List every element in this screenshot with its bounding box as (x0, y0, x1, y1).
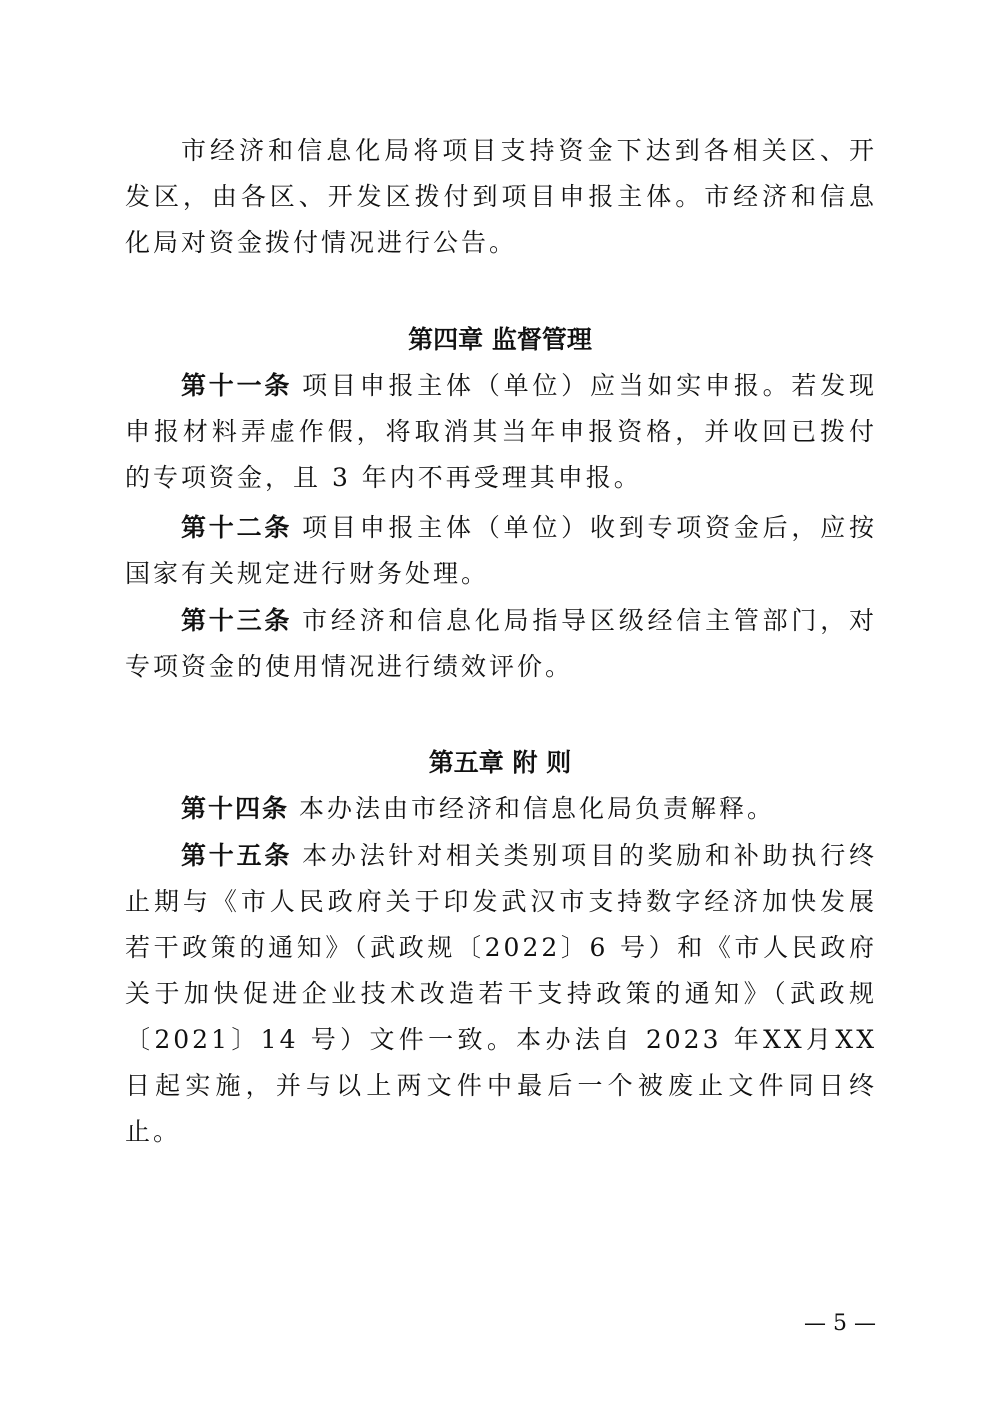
article-text: 本办法由市经济和信息化局负责解释。 (299, 794, 776, 823)
article-text: 本办法针对相关类别项目的奖励和补助执行终止期与《市人民政府关于印发武汉市支持数字经济加快发展若干政策的通知》（武政规〔2022〕6 号）和《市人民政府关于加快促进企业技术改造若干支持政策的通知》（武政规〔2021〕14 号）文件一致。本办法自 2023 年XX月XX日起实施，并与以上两文件中最后一个被废止文件同日终止。 (125, 841, 877, 1146)
paragraph-fund-disbursement (125, 128, 877, 266)
article-text: 项目申报主体（单位）应当如实申报。若发现申报材料弄虚作假，将取消其当年申报资格，并收回已拨付的专项资金，且 3 年内不再受理其申报。 (125, 371, 877, 492)
article-label: 第十二条 (181, 513, 293, 542)
article-label: 第十一条 (181, 371, 293, 400)
article-13 (125, 598, 877, 690)
article-label: 第十四条 (181, 794, 290, 823)
chapter-title-supplementary: 第五章 附 则 (428, 748, 572, 777)
article-15 (125, 833, 877, 1155)
article-12 (125, 505, 877, 597)
article-label: 第十五条 (181, 841, 293, 870)
chapter-title-supervision: 第四章 监督管理 (408, 325, 592, 354)
article-11 (125, 363, 877, 501)
article-label: 第十三条 (181, 606, 293, 635)
article-14 (125, 786, 877, 832)
article-text: 项目申报主体（单位）收到专项资金后，应按国家有关规定进行财务处理。 (125, 513, 877, 588)
article-text: 市经济和信息化局指导区级经信主管部门，对专项资金的使用情况进行绩效评价。 (125, 606, 877, 681)
paragraph-text: 市经济和信息化局将项目支持资金下达到各相关区、开发区，由各区、开发区拨付到项目申报主体。市经济和信息化局对资金拨付情况进行公告。 (125, 136, 877, 257)
page-number: — 5 — (804, 1311, 876, 1336)
